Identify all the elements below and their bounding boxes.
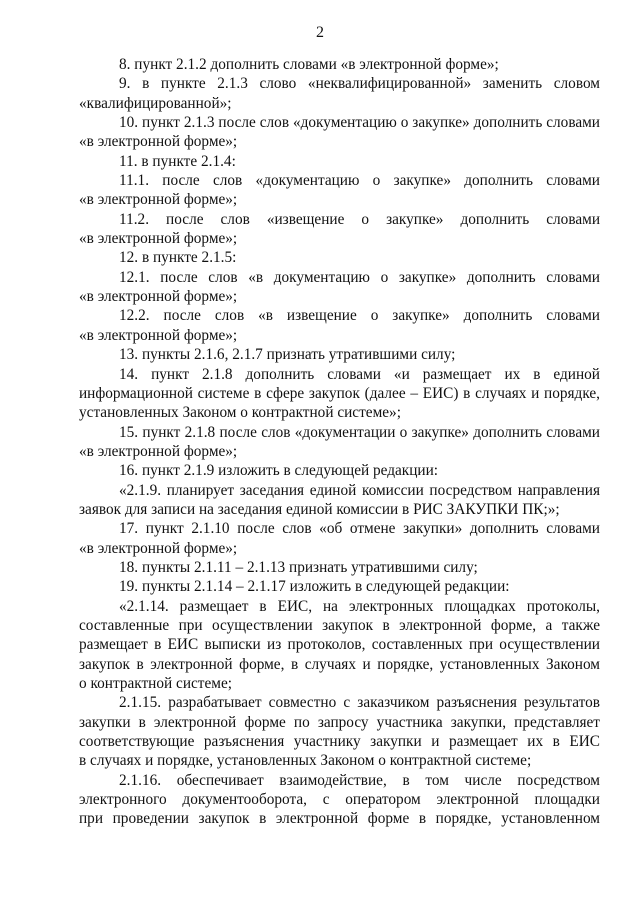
text-line: 2.1.15. разрабатывает совместно с заказчиком разъяснения результатов [119, 694, 600, 712]
text-line: 11. в пункте 2.1.4: [119, 152, 236, 170]
text-line: «в электронной форме»; [79, 133, 238, 151]
text-line: закупки в электронной форме по запросу участника закупки, представляет [79, 713, 600, 731]
text-line: 14. пункт 2.1.8 дополнить словами «и размещает их в единой [119, 365, 600, 383]
text-line: 13. пункты 2.1.6, 2.1.7 признать утратившими силу; [119, 346, 456, 364]
text-line: «в электронной форме»; [79, 230, 238, 248]
text-line: о контрактной системе; [79, 675, 232, 692]
text-line: «2.1.14. размещает в ЕИС, на электронных площадках протоколы, [119, 597, 600, 615]
text-line: 17. пункт 2.1.10 после слов «об отмене закупки» дополнить словами [119, 520, 600, 538]
text-line: «в электронной форме»; [79, 191, 238, 209]
text-line: установленных Законом о контрактной системе»; [79, 404, 401, 422]
text-line: 12.2. после слов «в извещение о закупке» дополнить словами [119, 307, 600, 325]
text-line: 19. пункты 2.1.14 – 2.1.17 изложить в следующей редакции: [119, 578, 510, 596]
text-line: составленные при осуществлении закупок в электронной форме, а также [79, 616, 600, 634]
text-line: «в электронной форме»; [79, 442, 238, 460]
text-line: при проведении закупок в электронной форме в порядке, установленном [79, 810, 600, 828]
text-line: 12. в пункте 2.1.5: [119, 249, 237, 267]
text-line: 8. пункт 2.1.2 дополнить словами «в электронной форме»; [119, 56, 499, 73]
text-line: заявок для записи на заседания единой комиссии в РИС ЗАКУПКИ ПК;»; [79, 500, 560, 518]
text-line: «в электронной форме»; [79, 539, 238, 557]
text-line: 2.1.16. обеспечивает взаимодействие, в том числе посредством [119, 771, 600, 789]
text-line: закупок в электронной форме, в случаях и порядке, установленных Законом [79, 655, 600, 673]
text-line: 11.2. после слов «извещение о закупке» дополнить словами [119, 210, 600, 228]
text-line: электронного документооборота, с оператором электронной площадки [79, 791, 600, 809]
text-line: «в электронной форме»; [79, 326, 238, 344]
text-line: 9. в пункте 2.1.3 слово «неквалифицированной» заменить словом [119, 75, 600, 93]
text-line: 15. пункт 2.1.8 после слов «документации о закупке» дополнить словами [119, 423, 600, 441]
text-line: информационной системе в сфере закупок (далее – ЕИС) в случаях и порядке, [79, 384, 600, 402]
text-line: «квалифицированной»; [79, 94, 232, 112]
text-line: «2.1.9. планирует заседания единой комиссии посредством направления [119, 481, 600, 499]
document-body [79, 55, 600, 829]
text-line: в случаях и порядке, установленных Законом о контрактной системе; [79, 752, 532, 770]
page-number: 2 [316, 24, 324, 41]
text-line: 10. пункт 2.1.3 после слов «документацию о закупке» дополнить словами [119, 114, 600, 132]
text-line: размещает в ЕИС выписки из протоколов, составленных при осуществлении [79, 636, 600, 654]
text-line: соответствующие разъяснения участнику закупки и размещает их в ЕИС [79, 733, 600, 751]
text-line: 11.1. после слов «документацию о закупке» дополнить словами [119, 172, 600, 190]
text-line: 18. пункты 2.1.11 – 2.1.13 признать утратившими силу; [119, 558, 478, 576]
text-line: 16. пункт 2.1.9 изложить в следующей редакции: [119, 462, 439, 480]
text-line: 12.1. после слов «в документацию о закупке» дополнить словами [119, 268, 600, 286]
text-line: «в электронной форме»; [79, 288, 238, 306]
